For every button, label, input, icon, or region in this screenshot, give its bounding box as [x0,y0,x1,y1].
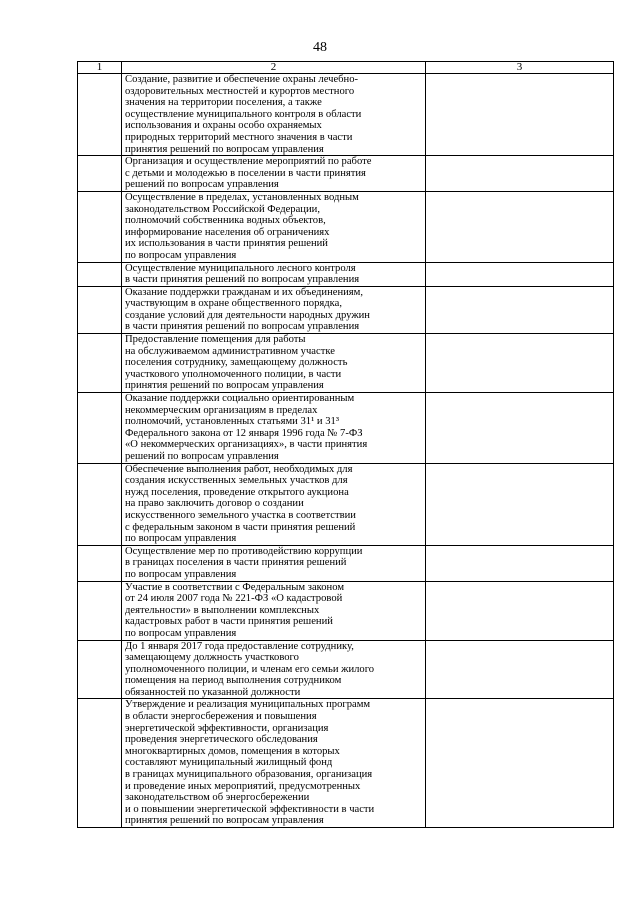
cell-col3 [426,393,614,464]
cell-col3 [426,545,614,581]
cell-col3 [426,334,614,393]
table-row [78,699,614,828]
powers-table [77,61,614,828]
cell-col1 [78,640,122,699]
power-description: Оказание поддержки социально ориентированным некоммерческим организациям в пределах полномочий, установленных статьями 31¹ и 31³ Федерального закона от 12 января 1996 года № 7-ФЗ «О некоммерческих организациях», в части принятия решений по вопросам управления [125,393,368,462]
table-header-row [78,62,614,74]
cell-col3 [426,286,614,333]
power-description: Организация и осуществление мероприятий по работе с детьми и молодежью в поселении в части принятия решений по вопросам управления [125,156,372,191]
power-description: Оказание поддержки гражданам и их объединениям, участвующим в охране общественного порядка, создание условий для деятельности народных дружин в части принятия решений по вопросам управления [125,286,370,333]
cell-col1 [78,393,122,464]
table-row [78,334,614,393]
table-row [78,545,614,581]
cell-col2 [122,191,426,262]
column-header-1: 1 [78,62,122,74]
cell-col3 [426,463,614,545]
cell-col2 [122,393,426,464]
page-number: 48 [313,40,327,55]
cell-col1 [78,699,122,828]
power-description: Создание, развитие и обеспечение охраны лечебно- оздоровительных местностей и курортов местного значения на территории поселения, а также осуществление муниципального контроля в области использования и охраны особо охраняемых природных территорий местного значения в части принятия решений по вопросам управления [125,74,362,155]
power-description: Осуществление муниципального лесного контроля в части принятия решений по вопросам управления [125,262,360,286]
cell-col1 [78,463,122,545]
cell-col3 [426,640,614,699]
cell-col2 [122,463,426,545]
cell-col2 [122,74,426,156]
table-row [78,640,614,699]
table-row [78,156,614,192]
cell-col2 [122,156,426,192]
table-row [78,581,614,640]
table-row [78,463,614,545]
cell-col1 [78,286,122,333]
table-row [78,393,614,464]
power-description: Обеспечение выполнения работ, необходимых для создания искусственных земельных участков для нужд поселения, проведение открытого аукциона на право заключить договор о создании искусственного земельного участка в соответствии с федеральным законом в части принятия решений по вопросам управления [125,463,356,545]
cell-col2 [122,334,426,393]
cell-col2 [122,699,426,828]
cell-col1 [78,334,122,393]
column-header-3: 3 [426,62,614,74]
table-row [78,191,614,262]
table-row [78,262,614,286]
cell-col1 [78,262,122,286]
power-description: Утверждение и реализация муниципальных программ в области энергосбережения и повышения энергетической эффективности, организация проведения энергетического обследования многоквартирных домов, помещения в которых составляют муниципальный жилищный фонд в границах муниципального образования, организация и проведение иных мероприятий, предусмотренных законодательством об энергосбережении и о повышении энергетической эффективности в части принятия решений по вопросам управления [125,699,375,827]
cell-col3 [426,191,614,262]
cell-col2 [122,640,426,699]
column-header-2: 2 [122,62,426,74]
power-description: До 1 января 2017 года предоставление сотруднику, замещающему должность участкового уполномоченного полиции, и членам его семьи жилого помещения на период выполнения сотрудником обязанностей по указанной должности [125,640,375,698]
cell-col1 [78,191,122,262]
power-description: Осуществление в пределах, установленных водным законодательством Российской Федерации, полномочий собственника водных объектов, информирование населения об ограничениях их использования в части принятия решений по вопросам управления [125,191,359,261]
table-row [78,74,614,156]
cell-col1 [78,581,122,640]
cell-col3 [426,74,614,156]
cell-col3 [426,262,614,286]
cell-col3 [426,156,614,192]
cell-col1 [78,156,122,192]
cell-col3 [426,581,614,640]
cell-col1 [78,545,122,581]
cell-col2 [122,545,426,581]
cell-col2 [122,581,426,640]
cell-col1 [78,74,122,156]
power-description: Предоставление помещения для работы на обслуживаемом административном участке поселения сотруднику, замещающему должность участкового уполномоченного полиции, в части принятия решений по вопросам управления [125,334,348,392]
cell-col2 [122,286,426,333]
table-row [78,286,614,333]
power-description: Осуществление мер по противодействию коррупции в границах поселения в части принятия решений по вопросам управления [125,545,363,580]
cell-col3 [426,699,614,828]
power-description: Участие в соответствии с Федеральным законом от 24 июля 2007 года № 221-ФЗ «О кадастровой деятельности» в выполнении комплексных кадастровых работ в части принятия решений по вопросам управления [125,581,345,639]
cell-col2 [122,262,426,286]
